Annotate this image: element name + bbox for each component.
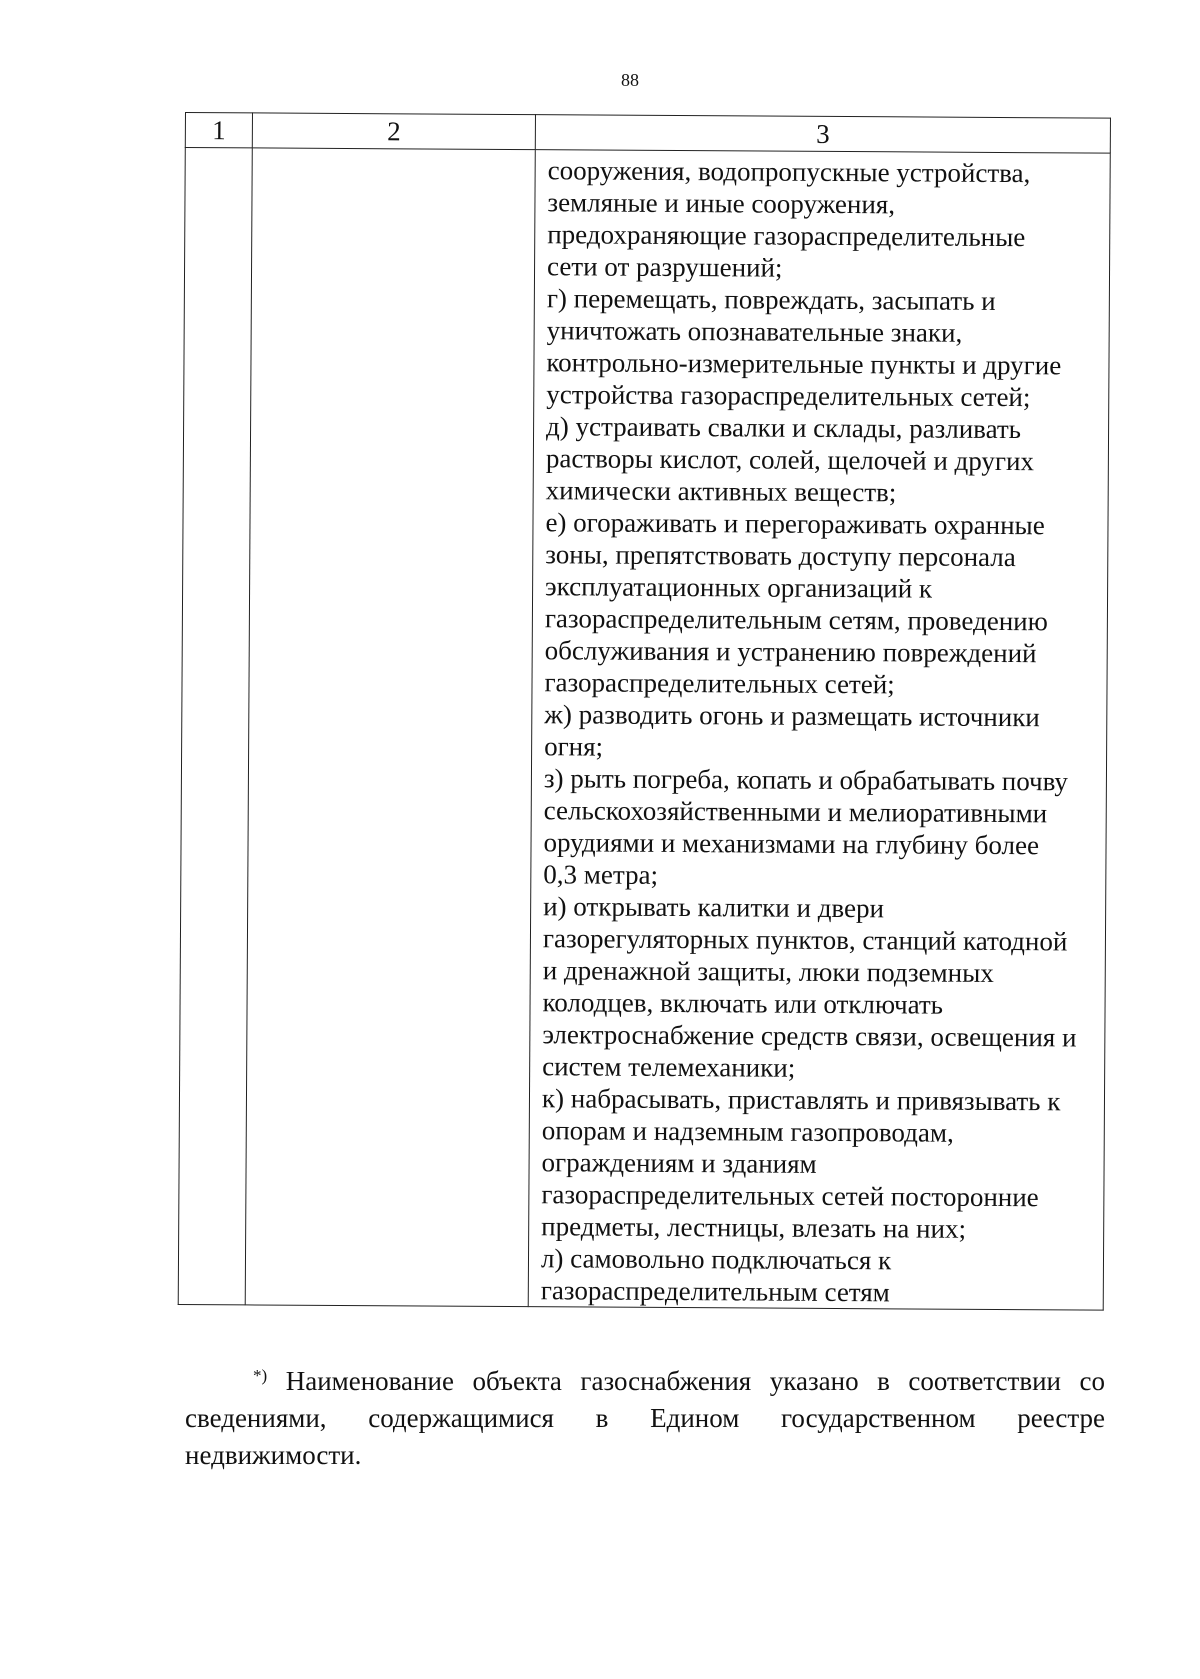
- table-header-row: [185, 113, 1110, 154]
- restrictions-text: сооружения, водопропускные устройства, земляные и иные сооружения, предохраняющие газораспределительные сети от разрушений; г) перемещать, повреждать, засыпать и уничтожать опознавательные знаки, контрольно-измерительные пункты и другие устройства газораспределительных сетей; д) устраивать свалки и склады, разливать растворы кислот, солей, щелочей и других химически активных веществ; е) огораживать и перегораживать охранные зоны, препятствовать доступу персонала эксплуатационных организаций к газораспределительным сетям, проведению обслуживания и устранению повреждений газораспределительных сетей; ж) разводить огонь и размещать источники огня; з) рыть погреба, копать и обрабатывать почву сельскохозяйственными и мелиоративными орудиями и механизмами на глубину более 0,3 метра; и) открывать калитки и двери газорегуляторных пунктов, станций катодной и дренажной защиты, люки подземных колодцев, включать или отключать электроснабжение средств связи, освещения и систем телемеханики; к) набрасывать, приставлять и привязывать к опорам и надземным газопроводам, ограждениям и зданиям газораспределительных сетей посторонние предметы, лестницы, влезать на них; л) самовольно подключаться к газораспределительным сетям: [540, 155, 1077, 1308]
- table-cell-col3: [528, 150, 1110, 1310]
- page-number: 88: [621, 70, 639, 90]
- column-header-2: 2: [252, 113, 535, 150]
- table-cell-col1: [178, 148, 252, 1305]
- table-row: [178, 148, 1110, 1311]
- footnote-text: Наименование объекта газоснабжения указано в соответствии со сведениями, содержащимися в Едином государственном реестре недвижимости.: [185, 1366, 1105, 1470]
- column-header-3: 3: [535, 115, 1110, 154]
- table-cell-col2: [245, 148, 535, 1307]
- footnote: [185, 1357, 1105, 1474]
- column-header-1: 1: [185, 113, 252, 148]
- requirements-table: [178, 112, 1111, 1311]
- footnote-marker: *): [253, 1366, 268, 1385]
